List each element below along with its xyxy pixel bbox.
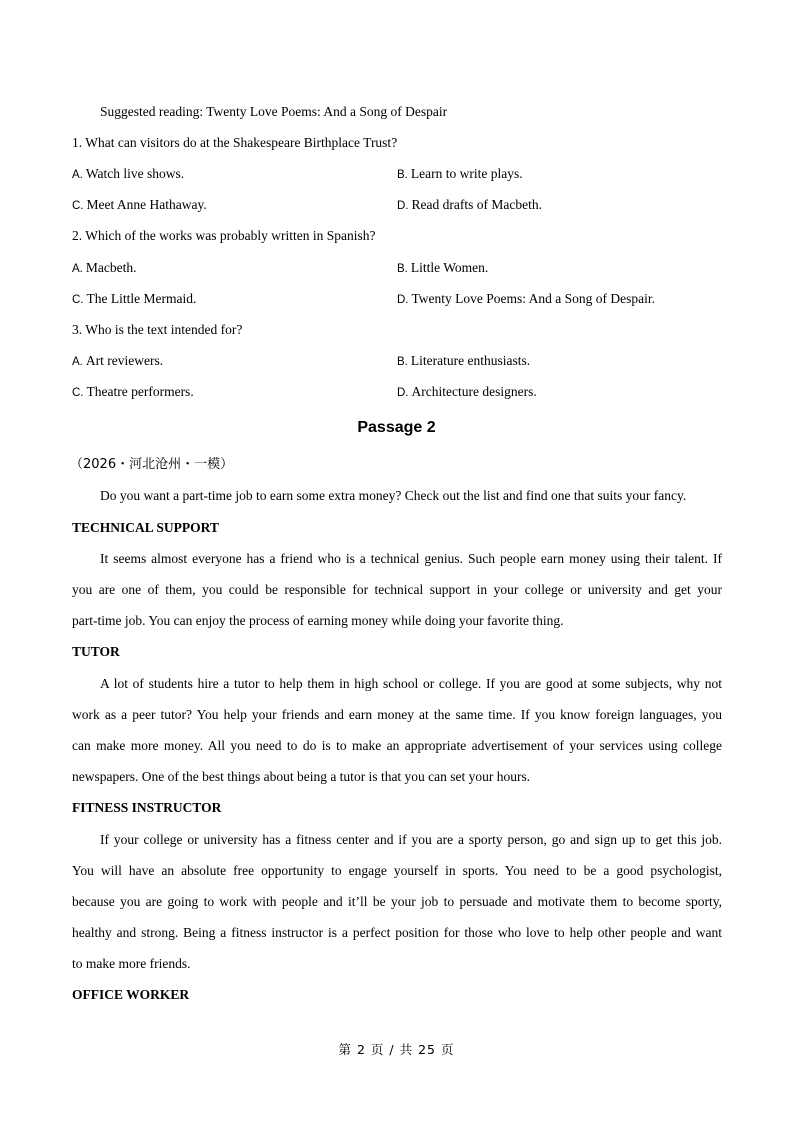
- option-letter: B.: [397, 169, 408, 181]
- section-heading-tutor: TUTOR: [72, 644, 120, 659]
- paragraph-line: healthy and strong. Being a fitness instructor is a perfect position for those who love to help other people and want: [72, 925, 722, 940]
- question-3-stem: 3. Who is the text intended for?: [72, 322, 243, 337]
- option-letter: B.: [397, 356, 408, 368]
- paragraph-line: to make more friends.: [72, 956, 191, 971]
- passage-intro: Do you want a part-time job to earn some extra money? Check out the list and find one that suits your fancy.: [100, 488, 687, 503]
- option-letter: C.: [72, 387, 84, 399]
- question-1-option-c[interactable]: [72, 196, 207, 215]
- question-1-option-b[interactable]: [397, 165, 523, 184]
- option-text: Meet Anne Hathaway.: [86, 197, 207, 212]
- question-3-option-c[interactable]: [72, 383, 194, 402]
- option-letter: B.: [397, 263, 408, 275]
- section-heading-fitness-instructor: FITNESS INSTRUCTOR: [72, 800, 222, 815]
- paragraph-line: You will have an absolute free opportunity to engage yourself in sports. You need to be a good psychologist,: [72, 863, 722, 878]
- option-letter: A.: [72, 169, 83, 181]
- option-letter: D.: [397, 200, 409, 212]
- paragraph-line: newspapers. One of the best things about being a tutor is that you can set your hours.: [72, 769, 531, 784]
- paragraph-line: work as a peer tutor? You help your friends and earn money at the same time. If you know foreign languages, you: [72, 707, 722, 722]
- option-text: Little Women.: [410, 260, 489, 275]
- question-1-option-a[interactable]: [72, 165, 184, 184]
- option-letter: A.: [72, 356, 83, 368]
- question-2-stem: 2. Which of the works was probably written in Spanish?: [72, 228, 376, 243]
- option-letter: D.: [397, 387, 409, 399]
- passage-title: Passage 2: [357, 419, 436, 436]
- question-2-option-c[interactable]: [72, 290, 196, 309]
- question-1-stem: 1. What can visitors do at the Shakespeare Birthplace Trust?: [72, 135, 398, 150]
- option-text: Art reviewers.: [85, 353, 164, 368]
- paragraph-line: you are one of them, you could be responsible for technical support in your college or university and get your: [72, 582, 722, 597]
- option-letter: C.: [72, 294, 84, 306]
- section-heading-office-worker: OFFICE WORKER: [72, 987, 190, 1002]
- option-text: Watch live shows.: [85, 166, 185, 181]
- option-text: Theatre performers.: [86, 384, 194, 399]
- question-2-option-b[interactable]: [397, 259, 488, 278]
- paragraph-line: If your college or university has a fitness center and if you are a sporty person, go and sign up to get this job.: [100, 832, 722, 847]
- option-text: Literature enthusiasts.: [410, 353, 531, 368]
- option-text: Twenty Love Poems: And a Song of Despair.: [411, 291, 656, 306]
- section-heading-technical-support: TECHNICAL SUPPORT: [72, 520, 219, 535]
- suggested-reading: Suggested reading: Twenty Love Poems: And a Song of Despair: [100, 104, 448, 119]
- option-letter: A.: [72, 263, 83, 275]
- option-text: Architecture designers.: [411, 384, 537, 399]
- option-text: Macbeth.: [85, 260, 137, 275]
- page-number-footer: 第 2 页 / 共 25 页: [338, 1042, 455, 1057]
- option-letter: C.: [72, 200, 84, 212]
- question-3-option-d[interactable]: [397, 383, 537, 402]
- question-2-option-a[interactable]: [72, 259, 136, 278]
- option-letter: D.: [397, 294, 409, 306]
- paragraph-line: part-time job. You can enjoy the process of earning money while doing your favorite thing.: [72, 613, 564, 628]
- passage-source: （2026・河北沧州・一模）: [70, 457, 234, 472]
- question-2-option-d[interactable]: [397, 290, 655, 309]
- paragraph-line: A lot of students hire a tutor to help them in high school or college. If you are good at some subjects, why not: [100, 676, 722, 691]
- option-text: The Little Mermaid.: [86, 291, 197, 306]
- question-3-option-b[interactable]: [397, 352, 530, 371]
- question-3-option-a[interactable]: [72, 352, 163, 371]
- paragraph-line: can make more money. All you need to do is to make an appropriate advertisement of your services using college: [72, 738, 722, 753]
- paragraph-line: because you are going to work with people and it’ll be your job to persuade and motivate them to become sporty,: [72, 894, 722, 909]
- paragraph-line: It seems almost everyone has a friend who is a technical genius. Such people earn money using their talent. If: [100, 551, 722, 566]
- question-1-option-d[interactable]: [397, 196, 542, 215]
- option-text: Learn to write plays.: [410, 166, 523, 181]
- option-text: Read drafts of Macbeth.: [411, 197, 542, 212]
